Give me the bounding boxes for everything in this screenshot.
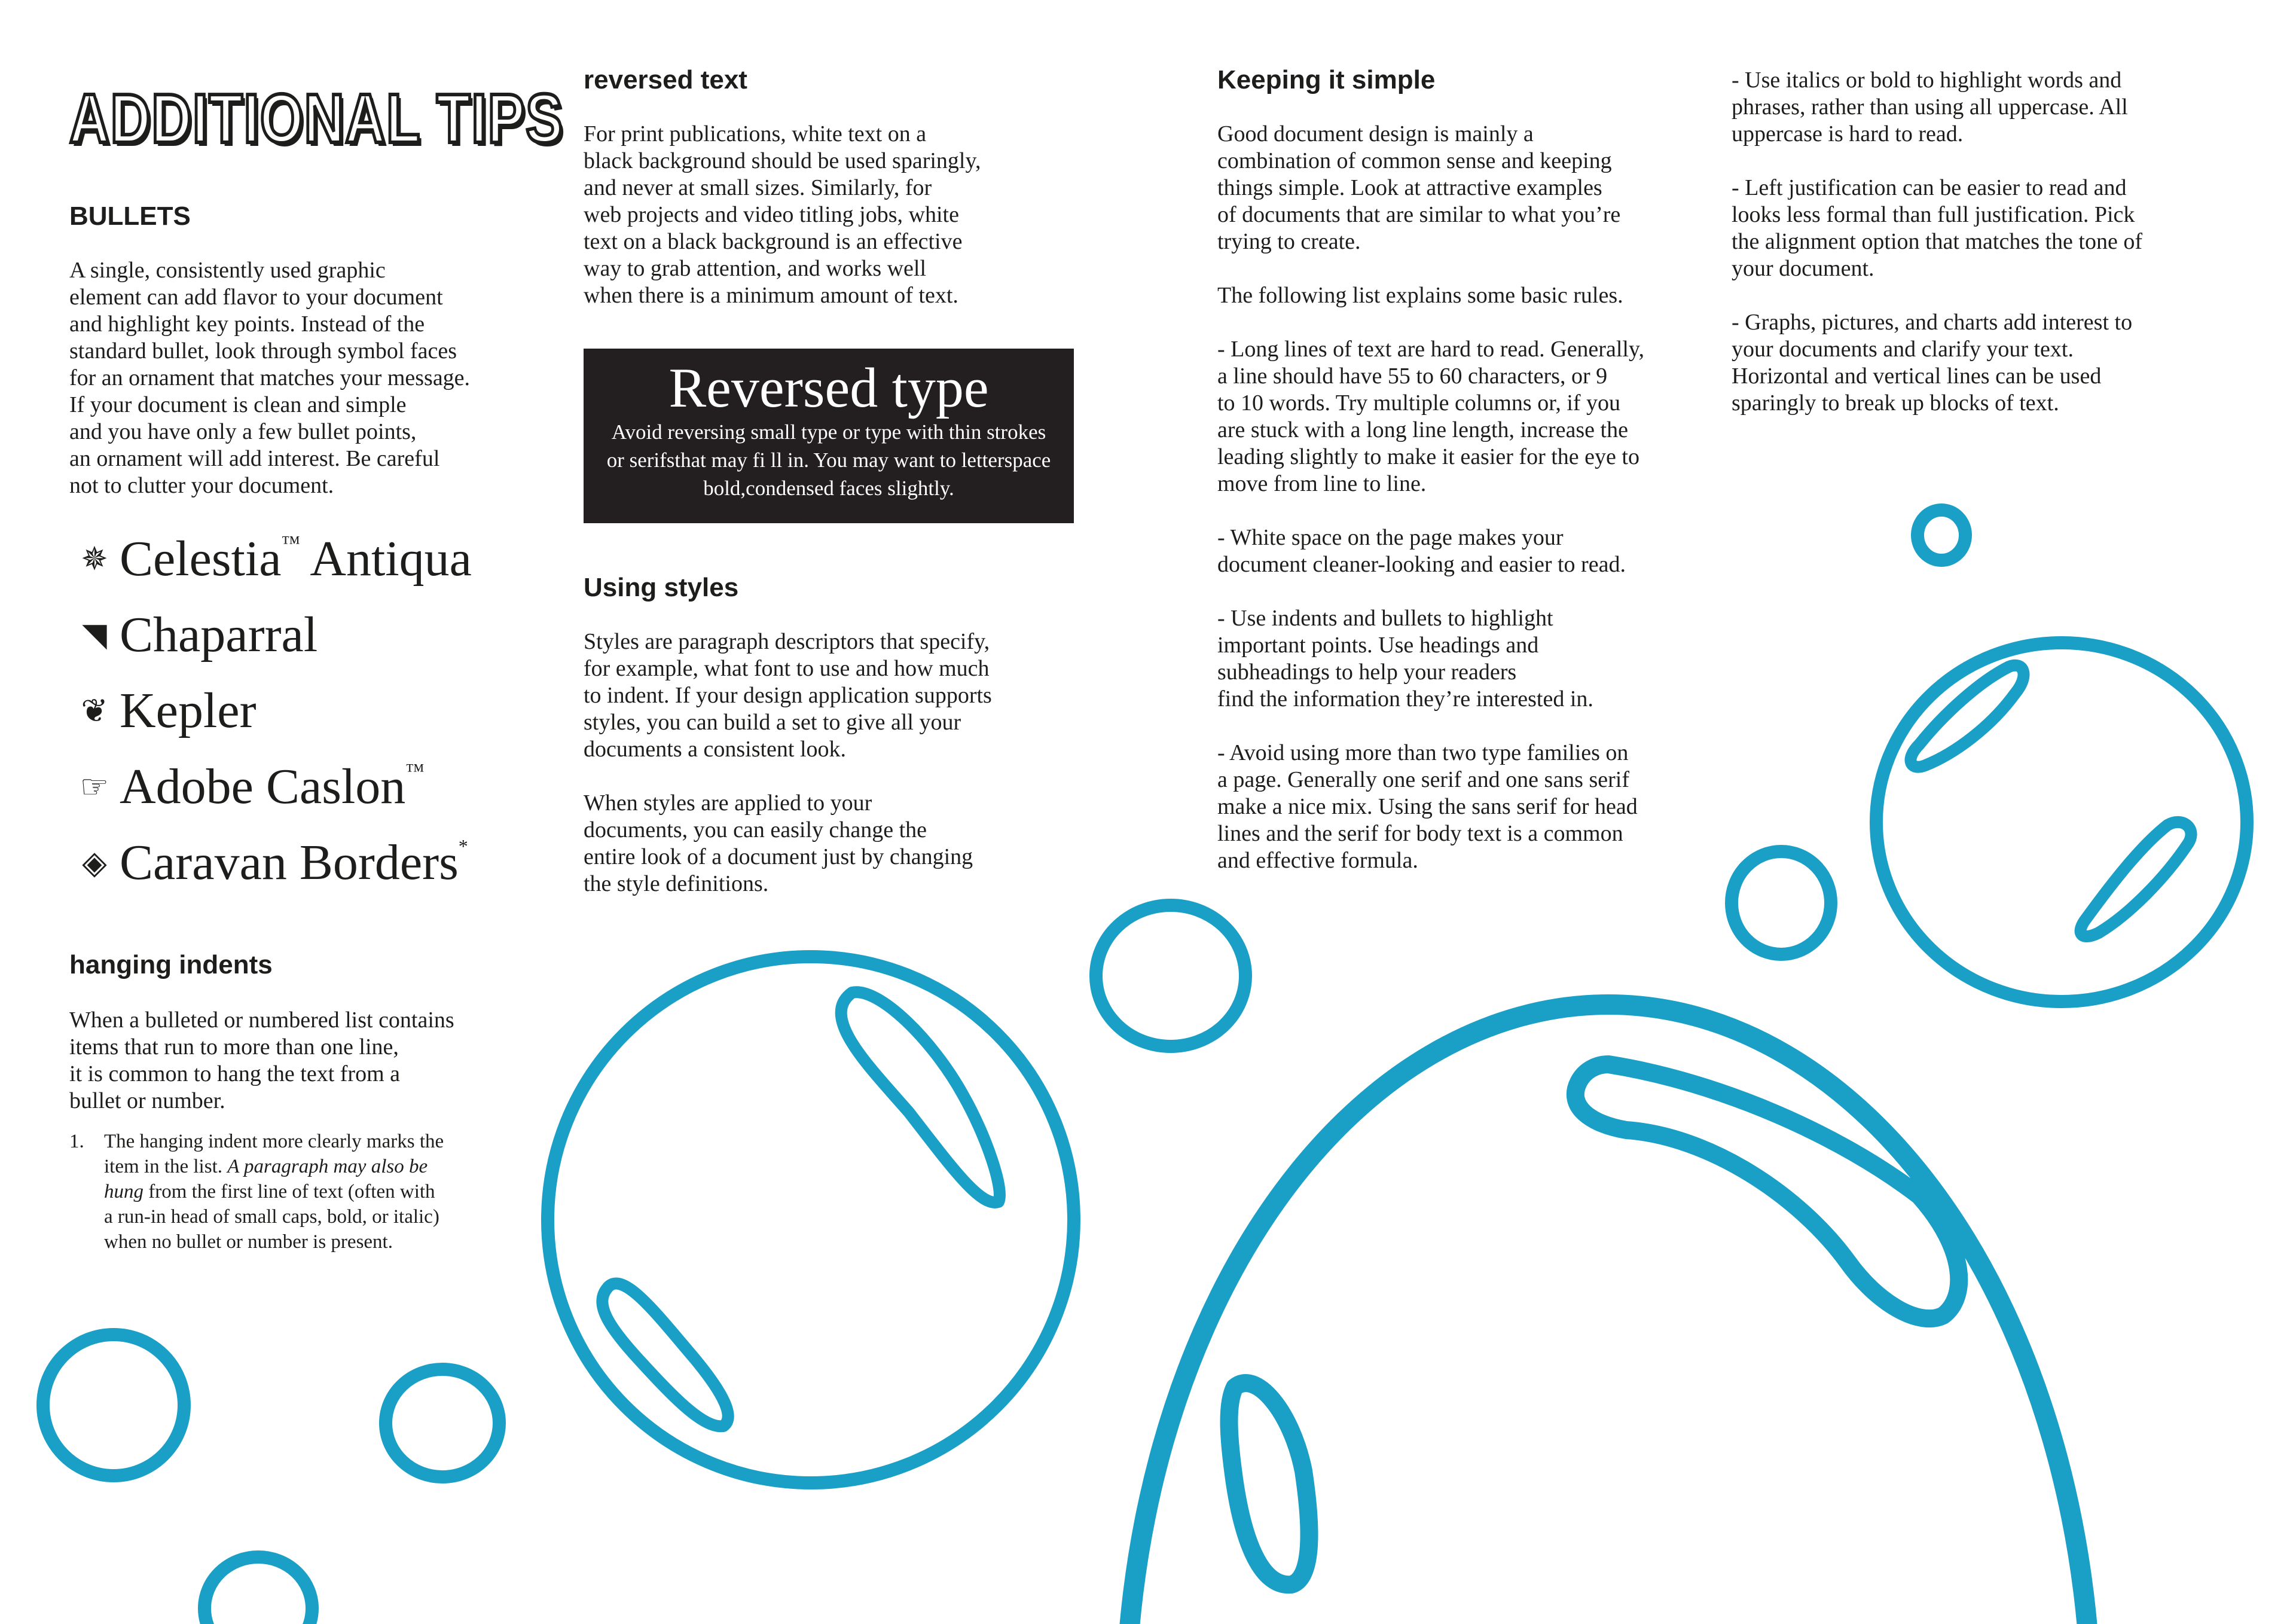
ornament-font-name: Chaparral <box>120 607 318 663</box>
ornament-row <box>69 673 560 749</box>
small-bubble-center <box>1096 905 1245 1046</box>
large-bubble-highlight-top <box>1576 1064 1959 1318</box>
diamond-ornament-icon: ◈ <box>82 844 107 881</box>
leaf-ornament-icon: ❦ <box>81 692 108 729</box>
keeping-it-simple-heading: Keeping it simple <box>1217 65 1436 94</box>
upper-right-bubble-highlight-top <box>1911 666 2024 767</box>
list-item-text: The hanging indent more clearly marks the item in the list. A paragraph may also be hung from the first line of text (often with a run-in head of small caps, bold, or italic) when no bullet or number is present. <box>104 1131 444 1253</box>
large-bubble-highlight-bottom <box>1229 1383 1309 1585</box>
reversed-type-text: Avoid reversing small type or type with thin strokes or serifsthat may fi ll in. You may want to letterspace bold,condensed faces slightly. <box>606 420 1051 500</box>
hanging-indents-heading: hanging indents <box>69 950 273 979</box>
bottom-bubble-left <box>204 1557 312 1624</box>
burst-ornament-icon: ✵ <box>81 540 108 578</box>
reversed-text-heading: reversed text <box>584 65 747 94</box>
arrowhead-ornament-icon: ◥ <box>82 616 107 654</box>
medium-bubble <box>548 957 1074 1483</box>
reversed-type-title: Reversed type <box>668 357 989 419</box>
reversed-type-box <box>584 349 1074 523</box>
tiny-bubble-top-right <box>1918 510 1965 560</box>
ornament-row <box>69 597 560 673</box>
keeping-it-simple-text: Good document design is mainly a combination of common sense and keeping things simple. Look at attractive examples of documents that are similar to what you’re trying to create. The following list explains some basic rules. - Long lines of text are hard to read. Generally, a line should have 55 to 60 characters, or 9 to 10 words. Try multiple columns or, if you are stuck with a long line length, increase the leading slightly to make it easier for the eye to move from line to line. - White space on the page makes your document cleaner-looking and easier to read. - Use indents and bullets to highlight important points. Use headings and subheadings to help your readers find the information they’re interested in. - Avoid using more than two type families on a page. Generally one serif and one sans serif make a nice mix. Using the sans serif for head lines and the serif for body text is a common and effective formula. <box>1217 121 1644 873</box>
ornament-row <box>69 521 560 597</box>
pointing-hand-ornament-icon: ☞ <box>80 768 109 805</box>
ornament-font-name: Caravan Borders* <box>120 835 468 890</box>
ornament-font-name: Adobe Caslon™ <box>120 759 425 814</box>
more-tips-text: - Use italics or bold to highlight words and phrases, rather than using all uppercase. All uppercase is hard to read. - Left justification can be easier to read and looks less formal than full justification. Pick the alignment option that matches the tone of your document. - Graphs, pictures, and charts add interest to your documents and clarify your text. Horizontal and vertical lines can be used sparingly to break up blocks of text. <box>1732 68 2142 416</box>
ornament-row <box>69 749 560 825</box>
tiny-bubble-left <box>386 1369 499 1477</box>
column-2 <box>584 67 1098 898</box>
using-styles-text: Styles are paragraph descriptors that specify, for example, what font to use and how much to indent. If your design application supports styles, you can build a set to give all your documents a consistent look. When styles are applied to your documents, you can easily change the entire look of a document just by changing the style definitions. <box>584 629 992 896</box>
page-title: ADDITIONAL TIPS <box>69 80 564 157</box>
reversed-text-body: For print publications, white text on a black background should be used sparingly, and never at small sizes. Similarly, for web projects and video titling jobs, white text on a black background is an effective way to grab attention, and works well when there is a minimum amount of text. <box>584 121 981 308</box>
ornament-list <box>69 521 560 900</box>
ornament-font-name: Celestia™ Antiqua <box>120 531 472 587</box>
ornament-row <box>69 825 560 900</box>
bullets-heading: BULLETS <box>69 202 191 231</box>
medium-bubble-highlight-top <box>841 992 1000 1202</box>
small-bubble-left <box>43 1335 184 1476</box>
tiny-bubble-right <box>1732 851 1831 954</box>
ornament-font-name: Kepler <box>120 683 257 738</box>
using-styles-heading: Using styles <box>584 573 739 602</box>
bullets-text: A single, consistently used graphic element can add flavor to your document and highlight key points. Instead of the standard bullet, look through symbol faces for an ornament that matches your message. If your document is clean and simple and you have only a few bullet points, an ornament will add interest. Be careful not to clutter your document. <box>69 258 471 498</box>
list-number: 1. <box>69 1131 84 1152</box>
numbered-list-item <box>69 1129 560 1254</box>
column-3 <box>1217 67 1726 874</box>
hanging-indents-text: When a bulleted or numbered list contains items that run to more than one line, it is common to hang the text from a bullet or number. <box>69 1008 454 1113</box>
column-4 <box>1732 67 2246 417</box>
upper-right-bubble-highlight-bottom <box>2081 822 2191 936</box>
column-1 <box>69 80 564 1254</box>
